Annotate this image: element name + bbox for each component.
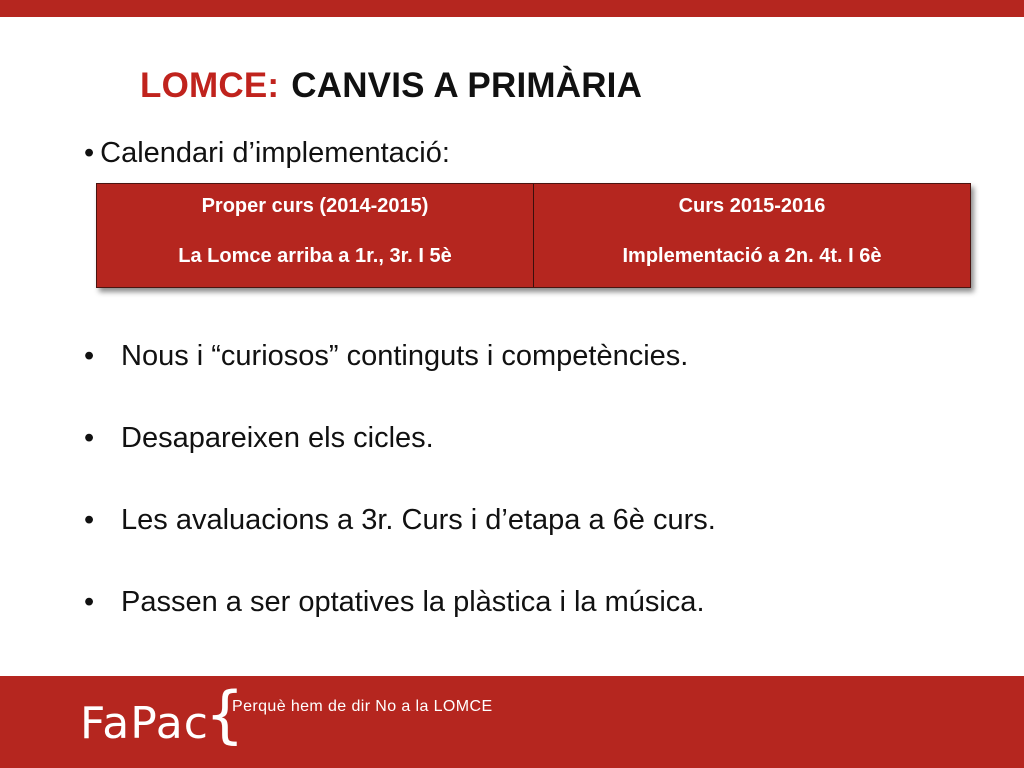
calendar-heading-text: Calendari d’implementació: — [100, 137, 450, 169]
bullet-dot: • — [84, 422, 95, 454]
footer-bar — [0, 676, 1024, 768]
bullet-dot: • — [84, 586, 95, 618]
fapac-logo: FaPac — [80, 698, 209, 749]
list-item-text: Passen a ser optatives la plàstica i la música. — [121, 586, 705, 618]
calendar-cell-detail: La Lomce arriba a 1r., 3r. I 5è — [178, 245, 452, 267]
calendar-heading — [84, 137, 450, 170]
title-main: CANVIS A PRIMÀRIA — [291, 66, 643, 105]
slide-title — [140, 66, 642, 106]
bullet-dot: • — [84, 504, 95, 536]
calendar-cell-current — [97, 184, 533, 287]
brace-glyph: { — [205, 678, 245, 751]
calendar-cell-detail: Implementació a 2n. 4t. I 6è — [622, 245, 882, 267]
calendar-table — [96, 183, 971, 288]
list-item-text: Les avaluacions a 3r. Curs i d’etapa a 6è curs. — [121, 504, 716, 536]
list-item-text: Desapareixen els cicles. — [121, 422, 434, 454]
calendar-cell-next — [533, 184, 970, 287]
list-item-text: Nous i “curiosos” continguts i competències. — [121, 340, 689, 372]
bullet-dot: • — [84, 340, 95, 372]
top-accent-bar — [0, 0, 1024, 17]
calendar-cell-heading: Proper curs (2014-2015) — [201, 195, 429, 217]
title-prefix: LOMCE: — [140, 66, 280, 105]
footer-tagline: Perquè hem de dir No a la LOMCE — [232, 698, 493, 715]
bullet-dot: • — [84, 137, 95, 169]
calendar-cell-heading: Curs 2015-2016 — [678, 195, 826, 217]
